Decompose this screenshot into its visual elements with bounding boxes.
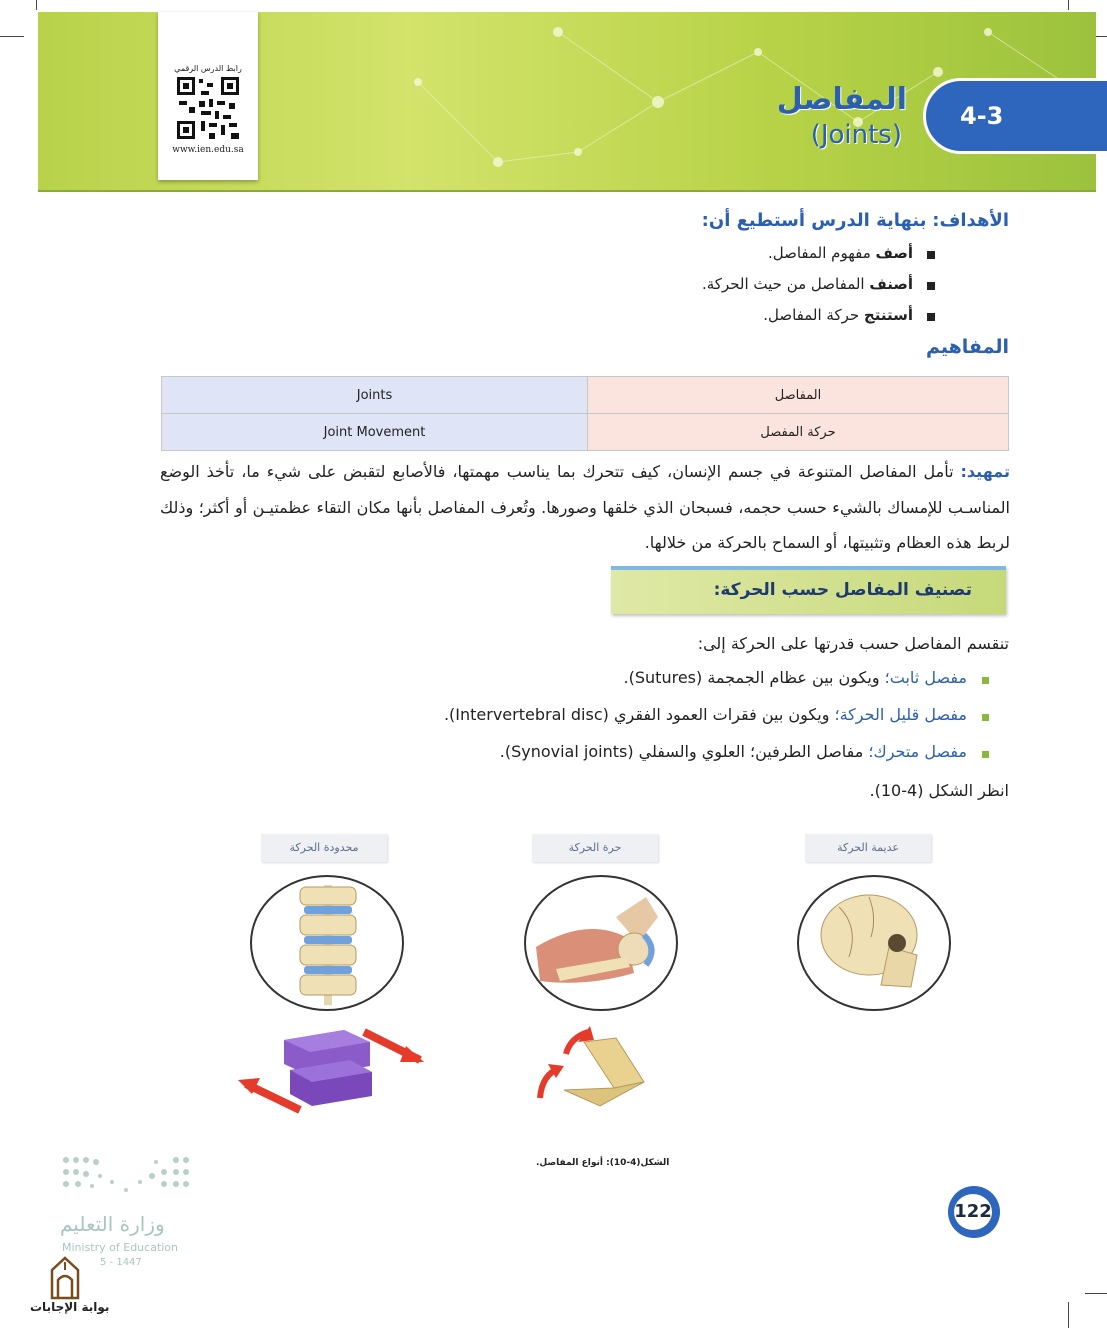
objectives-label: الأهداف: [932, 210, 1009, 231]
crop-mark [1085, 1293, 1107, 1294]
qr-url[interactable]: www.ien.edu.sa [172, 145, 244, 155]
elbow-illustration [524, 875, 678, 1011]
concepts-table [161, 376, 1009, 451]
concept-ar: المفاصل [588, 377, 1009, 414]
objective-item: أصنف المفاصل من حيث الحركة. [702, 275, 935, 306]
table-row [162, 377, 1009, 414]
concepts-heading: المفاهيم [925, 336, 1009, 358]
ministry-name-ar: وزارة التعليم [60, 1212, 165, 1236]
objectives-heading [702, 210, 1009, 231]
crop-mark [1068, 1302, 1069, 1328]
page-number-badge [948, 1186, 1010, 1238]
lesson-title-en: (Joints) [810, 120, 902, 150]
objective-item: أصف مفهوم المفاصل. [702, 244, 935, 275]
section-lead: تنقسم المفاصل حسب قدرتها على الحركة إلى: [697, 634, 1009, 653]
qr-label: رابط الدرس الرقمي [174, 64, 242, 73]
crop-mark [0, 36, 24, 37]
figure-label-limited: محدودة الحركة [261, 834, 387, 862]
figure-caption [536, 1158, 669, 1168]
concept-en: Joints [162, 377, 588, 414]
objectives-intro: بنهاية الدرس أستطيع أن: [701, 210, 927, 231]
see-figure-text: انظر الشكل (4-10). [869, 781, 1009, 800]
crop-mark [36, 0, 37, 10]
figure-caption-label: الشكل(4-10): [606, 1158, 670, 1168]
list-item: مفصل متحرك؛ مفاصل الطرفين؛ العلوي والسفلي (Synovial joints). [444, 742, 989, 779]
lesson-number-badge: 4-3 [923, 78, 1107, 154]
list-item: مفصل قليل الحركة؛ ويكون بين فقرات العمود الفقري (Intervertebral disc). [444, 705, 989, 742]
page-number: 122 [954, 1194, 992, 1230]
objectives-list [702, 244, 935, 337]
ministry-year: 5 - 1447 [100, 1257, 142, 1268]
figure-label-free: حرة الحركة [532, 834, 658, 862]
intro-paragraph [160, 454, 1010, 561]
hinge-blocks-model [234, 1020, 430, 1120]
skull-icon [799, 877, 949, 1009]
figure-label-immovable: عديمة الحركة [805, 834, 931, 862]
intro-label: تمهيد: [960, 462, 1010, 481]
skull-illustration [797, 875, 951, 1011]
joint-types-list [444, 668, 989, 779]
qr-card[interactable] [158, 12, 258, 180]
ministry-name-en: Ministry of Education [62, 1241, 179, 1254]
figure-caption-text: أنواع المفاصل. [536, 1158, 607, 1168]
table-row [162, 414, 1009, 451]
lesson-title-ar: المفاصل [776, 82, 907, 117]
elbow-joint-icon [526, 877, 676, 1009]
spine-illustration [250, 875, 404, 1011]
concept-en: Joint Movement [162, 414, 588, 451]
objective-item: أستنتج حركة المفاصل. [702, 306, 935, 337]
section-heading-bar [611, 566, 1006, 614]
qr-code-icon[interactable] [175, 75, 241, 141]
vertebrae-icon [252, 877, 402, 1009]
list-item: مفصل ثابت؛ ويكون بين عظام الجمجمة (Sutures). [444, 668, 989, 705]
hinge-box-model [534, 1020, 658, 1116]
crop-mark [1068, 0, 1069, 10]
concept-ar: حركة المفصل [588, 414, 1009, 451]
intro-text: تأمل المفاصل المتنوعة في جسم الإنسان، كيف تتحرك بما يناسب مهمتها، فالأصابع لتقبض على شيء ما، تأخذ الوضع المناسـب للإمساك بالشيء حسب حجمه، فسبحان الذي خلقها وصورها. وتُعرف المفاصل بأنها مكان التقاء عظمتيـن أو أكثر؛ وذلك لربط هذه العظام وتثبيتها، أو السماح بالحركة من خلالها. [160, 462, 1010, 552]
watermark-logo-icon [44, 1256, 86, 1300]
watermark-text: بوابة الإجابات [30, 1300, 110, 1314]
section-title: تصنيف المفاصل حسب الحركة: [713, 580, 972, 600]
